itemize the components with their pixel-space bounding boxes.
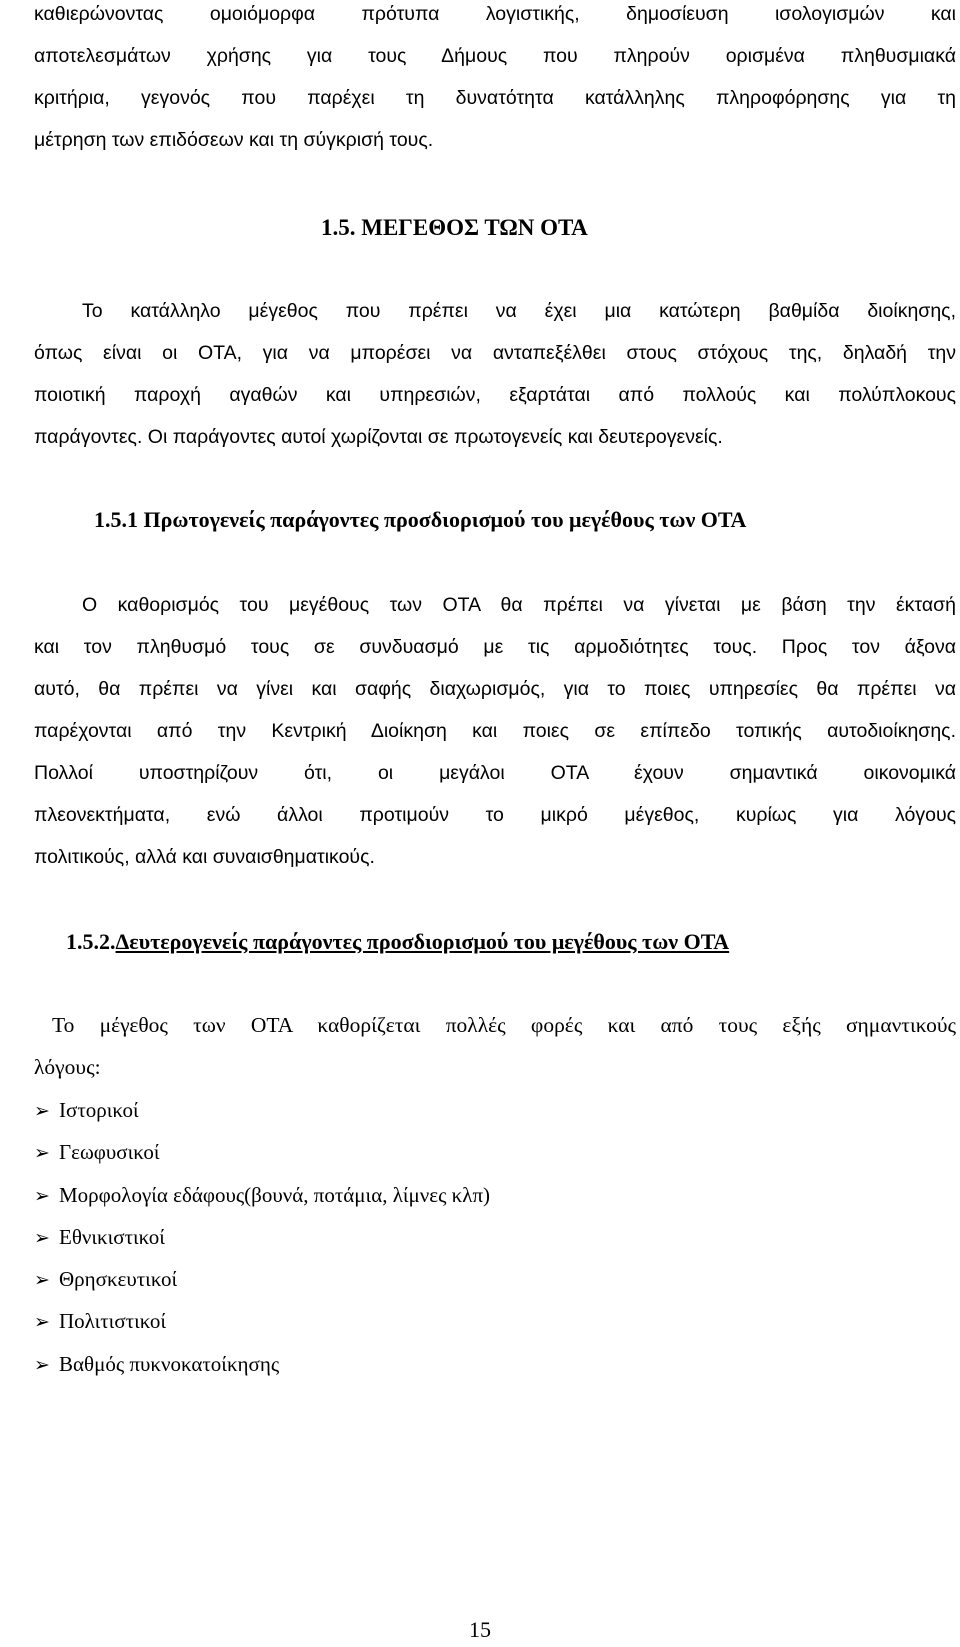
arrowhead-bullet-icon: ➢ xyxy=(34,1227,50,1249)
intro-line-4: μέτρηση των επιδόσεων και τη σύγκρισή τους. xyxy=(34,129,434,151)
list-item-text: Θρησκευτικοί xyxy=(59,1267,178,1291)
list-item-text: Γεωφυσικοί xyxy=(59,1140,160,1164)
list-item xyxy=(34,1137,160,1168)
section-1-5-line-4: παράγοντες. Οι παράγοντες αυτοί χωρίζονται σε πρωτογενείς και δευτερογενείς. xyxy=(34,426,723,448)
section-1-5-line-2: όπως είναι οι ΟΤΑ, για να μπορέσει να ανταπεξέλθει στους στόχους της, δηλαδή την xyxy=(34,342,956,364)
list-item xyxy=(34,1306,166,1337)
intro-line-3: κριτήρια, γεγονός που παρέχει τη δυνατότητα κατάλληλης πληροφόρησης για τη xyxy=(34,87,956,109)
list-item xyxy=(34,1222,165,1253)
section-1-5-2-line-2: λόγους: xyxy=(34,1055,101,1079)
section-1-5-1-line-1: Ο καθορισμός του μεγέθους των ΟΤΑ θα πρέπει να γίνεται με βάση την έκτασή xyxy=(82,594,956,616)
intro-line-1: καθιερώνοντας ομοιόμορφα πρότυπα λογιστικής, δημοσίευση ισολογισμών και xyxy=(34,3,956,25)
arrowhead-bullet-icon: ➢ xyxy=(34,1185,50,1207)
section-1-5-heading: 1.5. ΜΕΓΕΘΟΣ ΤΩΝ ΟΤΑ xyxy=(321,215,588,240)
list-item-text: Πολιτιστικοί xyxy=(59,1309,167,1333)
section-1-5-1-line-6: πλεονεκτήματα, ενώ άλλοι προτιμούν το μικρό μέγεθος, κυρίως για λόγους xyxy=(34,804,956,826)
list-item xyxy=(34,1180,490,1211)
page-number: 15 xyxy=(469,1617,491,1642)
section-1-5-2-heading-number: 1.5.2. xyxy=(66,929,116,954)
list-item-text: Ιστορικοί xyxy=(59,1098,139,1122)
arrowhead-bullet-icon: ➢ xyxy=(34,1100,50,1122)
section-1-5-2-heading-text: Δευτερογενείς παράγοντες προσδιορισμού του μεγέθους των ΟΤΑ xyxy=(115,929,730,954)
list-item xyxy=(34,1095,139,1126)
arrowhead-bullet-icon: ➢ xyxy=(34,1311,50,1333)
list-item xyxy=(34,1349,279,1380)
section-1-5-1-line-5: Πολλοί υποστηρίζουν ότι, οι μεγάλοι ΟΤΑ έχουν σημαντικά οικονομικά xyxy=(34,762,956,784)
arrowhead-bullet-icon: ➢ xyxy=(34,1269,50,1291)
arrowhead-bullet-icon: ➢ xyxy=(34,1142,50,1164)
section-1-5-2-line-1: Το μέγεθος των ΟΤΑ καθορίζεται πολλές φορές και από τους εξής σημαντικούς xyxy=(52,1013,956,1037)
section-1-5-line-1: Το κατάλληλο μέγεθος που πρέπει να έχει μια κατώτερη βαθμίδα διοίκησης, xyxy=(82,300,956,322)
list-item-text: Μορφολογία εδάφους(βουνά, ποτάμια, λίμνες κλπ) xyxy=(59,1183,491,1207)
arrowhead-bullet-icon: ➢ xyxy=(34,1354,50,1376)
intro-line-2: αποτελεσμάτων χρήσης για τους Δήμους που πληρούν ορισμένα πληθυσμιακά xyxy=(34,45,956,67)
section-1-5-line-3: ποιοτική παροχή αγαθών και υπηρεσιών, εξαρτάται από πολλούς και πολύπλοκους xyxy=(34,384,956,406)
list-item-text: Βαθμός πυκνοκατοίκησης xyxy=(59,1352,280,1376)
section-1-5-1-heading: 1.5.1 Πρωτογενείς παράγοντες προσδιορισμού του μεγέθους των ΟΤΑ xyxy=(94,507,747,532)
list-item xyxy=(34,1264,177,1295)
section-1-5-1-line-7: πολιτικούς, αλλά και συναισθηματικούς. xyxy=(34,846,375,868)
list-item-text: Εθνικιστικοί xyxy=(59,1225,165,1249)
section-1-5-1-line-2: και τον πληθυσμό τους σε συνδυασμό με τις αρμοδιότητες τους. Προς τον άξονα xyxy=(34,636,956,658)
section-1-5-1-line-3: αυτό, θα πρέπει να γίνει και σαφής διαχωρισμός, για το ποιες υπηρεσίες θα πρέπει να xyxy=(34,678,956,700)
section-1-5-2-heading xyxy=(66,927,729,957)
section-1-5-1-line-4: παρέχονται από την Κεντρική Διοίκηση και ποιες σε επίπεδο τοπικής αυτοδιοίκησης. xyxy=(34,720,956,742)
